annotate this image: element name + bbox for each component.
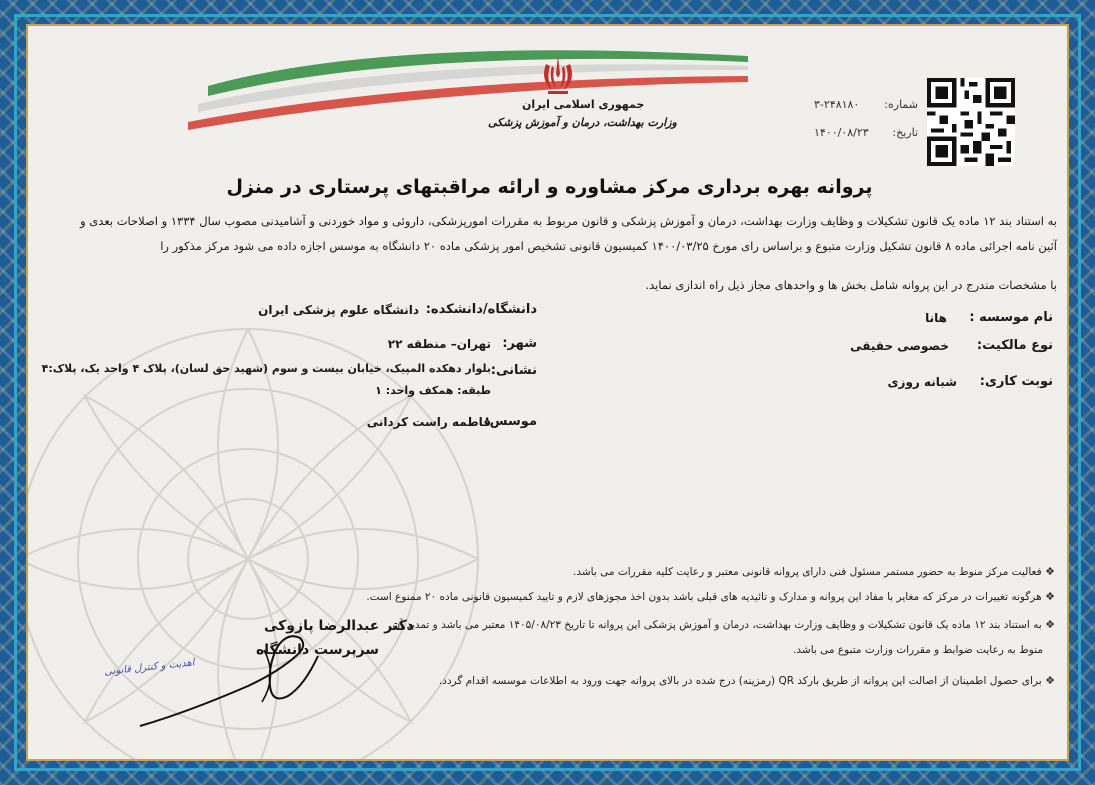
stamp-text: اهدیت و کنترل قانونی [103, 657, 196, 678]
date-value: ۱۴۰۰/۰۸/۲۳ [814, 126, 869, 139]
institution-value: هانا [925, 311, 947, 325]
intro-line-2: آئین نامه اجرائی ماده ۸ قانون تشکیل وزارت متبوع و براساس رای مورخ ۱۴۰۰/۰۳/۲۵ کمیسیون قانونی تشخیص امور پزشکی ماده ۲۰ دانشگاه به موسس اجازه داده می شود مرکز مذکور را [160, 239, 1057, 253]
note-1: ❖ فعالیت مرکز منوط به حضور مستمر مسئول فنی دارای پروانه قانونی معتبر و رعایت کلیه مقررات می باشد. [573, 565, 1055, 578]
note-3: ❖ به استناد بند ۱۲ ماده یک قانون تشکیلات و وظایف وزارت بهداشت، درمان و آموزش پزشکی این پروانه تا تاریخ ۱۴۰۵/۰۸/۲۳ معتبر می باشد و تمدید آن [392, 618, 1055, 631]
institution-label: نام موسسه : [969, 310, 1053, 325]
intro-line-3: با مشخصات مندرج در این پروانه شامل بخش ها و واحدهای مجاز ذیل راه اندازی نماید. [645, 278, 1057, 292]
signer-title: سرپرست دانشگاه [256, 642, 380, 658]
certificate-title: پروانه بهره برداری مرکز مشاوره و ارائه مراقبتهای پرستاری در منزل [226, 176, 873, 198]
floor-value: طبقه: همکف واحد: ۱ [375, 384, 491, 397]
ministry-text: وزارت بهداشت، درمان و آموزش پزشکی [488, 116, 677, 129]
city-label: شهر: [502, 336, 537, 351]
ownership-label: نوع مالکیت: [976, 338, 1053, 353]
qr-code-icon[interactable] [927, 78, 1015, 166]
university-label: دانشگاه/دانشکده: [425, 302, 537, 317]
number-value: ۳-۲۴۸۱۸۰ [814, 98, 860, 111]
republic-text: جمهوری اسلامی ایران [522, 98, 645, 111]
signature-icon [128, 616, 338, 736]
shift-value: شبانه روزی [887, 375, 957, 389]
number-label: شماره: [884, 98, 918, 111]
city-value: تهران– منطقه ۲۲ [387, 337, 491, 351]
university-value: دانشگاه علوم پزشکی ایران [258, 303, 419, 317]
address-value: بلوار دهکده المپیک، خیابان بیست و سوم (شهید حق لسان)، پلاک ۴ واحد یک، پلاک:۴ [41, 362, 491, 375]
certificate-paper [26, 24, 1069, 761]
address-label: نشانی: [490, 363, 537, 378]
note-3-cont: منوط به رعایت ضوابط و مقررات وزارت متبوع می باشد. [793, 644, 1043, 656]
intro-line-1: به استناد بند ۱۲ ماده یک قانون تشکیلات و وظایف وزارت بهداشت، درمان و آموزش پزشکی و قانون مربوط به مقررات امورپزشکی، داروئی و مواد خوردنی و آشامیدنی مصوب سال ۱۳۳۴ و اصلاحات بعدی و [80, 214, 1057, 228]
note-4: ❖ برای حصول اطمینان از اصالت این پروانه از طریق بارکد QR (رمزینه) درج شده در بالای پروانه جهت ورود به اطلاعات موسسه اقدام گردد. [438, 674, 1055, 687]
date-label: تاریخ: [892, 126, 918, 139]
note-2: ❖ هرگونه تغییرات در مرکز که مغایر با مفاد این پروانه و مدارک و تائیدیه های قبلی باشد بدون اخذ مجوزهای لازم و تایید کمیسیون قانونی ماده ۲۰ ممنوع است. [366, 590, 1055, 603]
founder-label: موسس: [484, 414, 537, 429]
iran-emblem-icon [538, 54, 578, 96]
ownership-value: خصوصی حقیقی [850, 339, 949, 353]
shift-label: نوبت کاری: [979, 374, 1053, 389]
founder-value: فاطمه راست کردانی [366, 415, 491, 429]
signer-name: دکتر عبدالرضا پازوکی [264, 618, 414, 634]
